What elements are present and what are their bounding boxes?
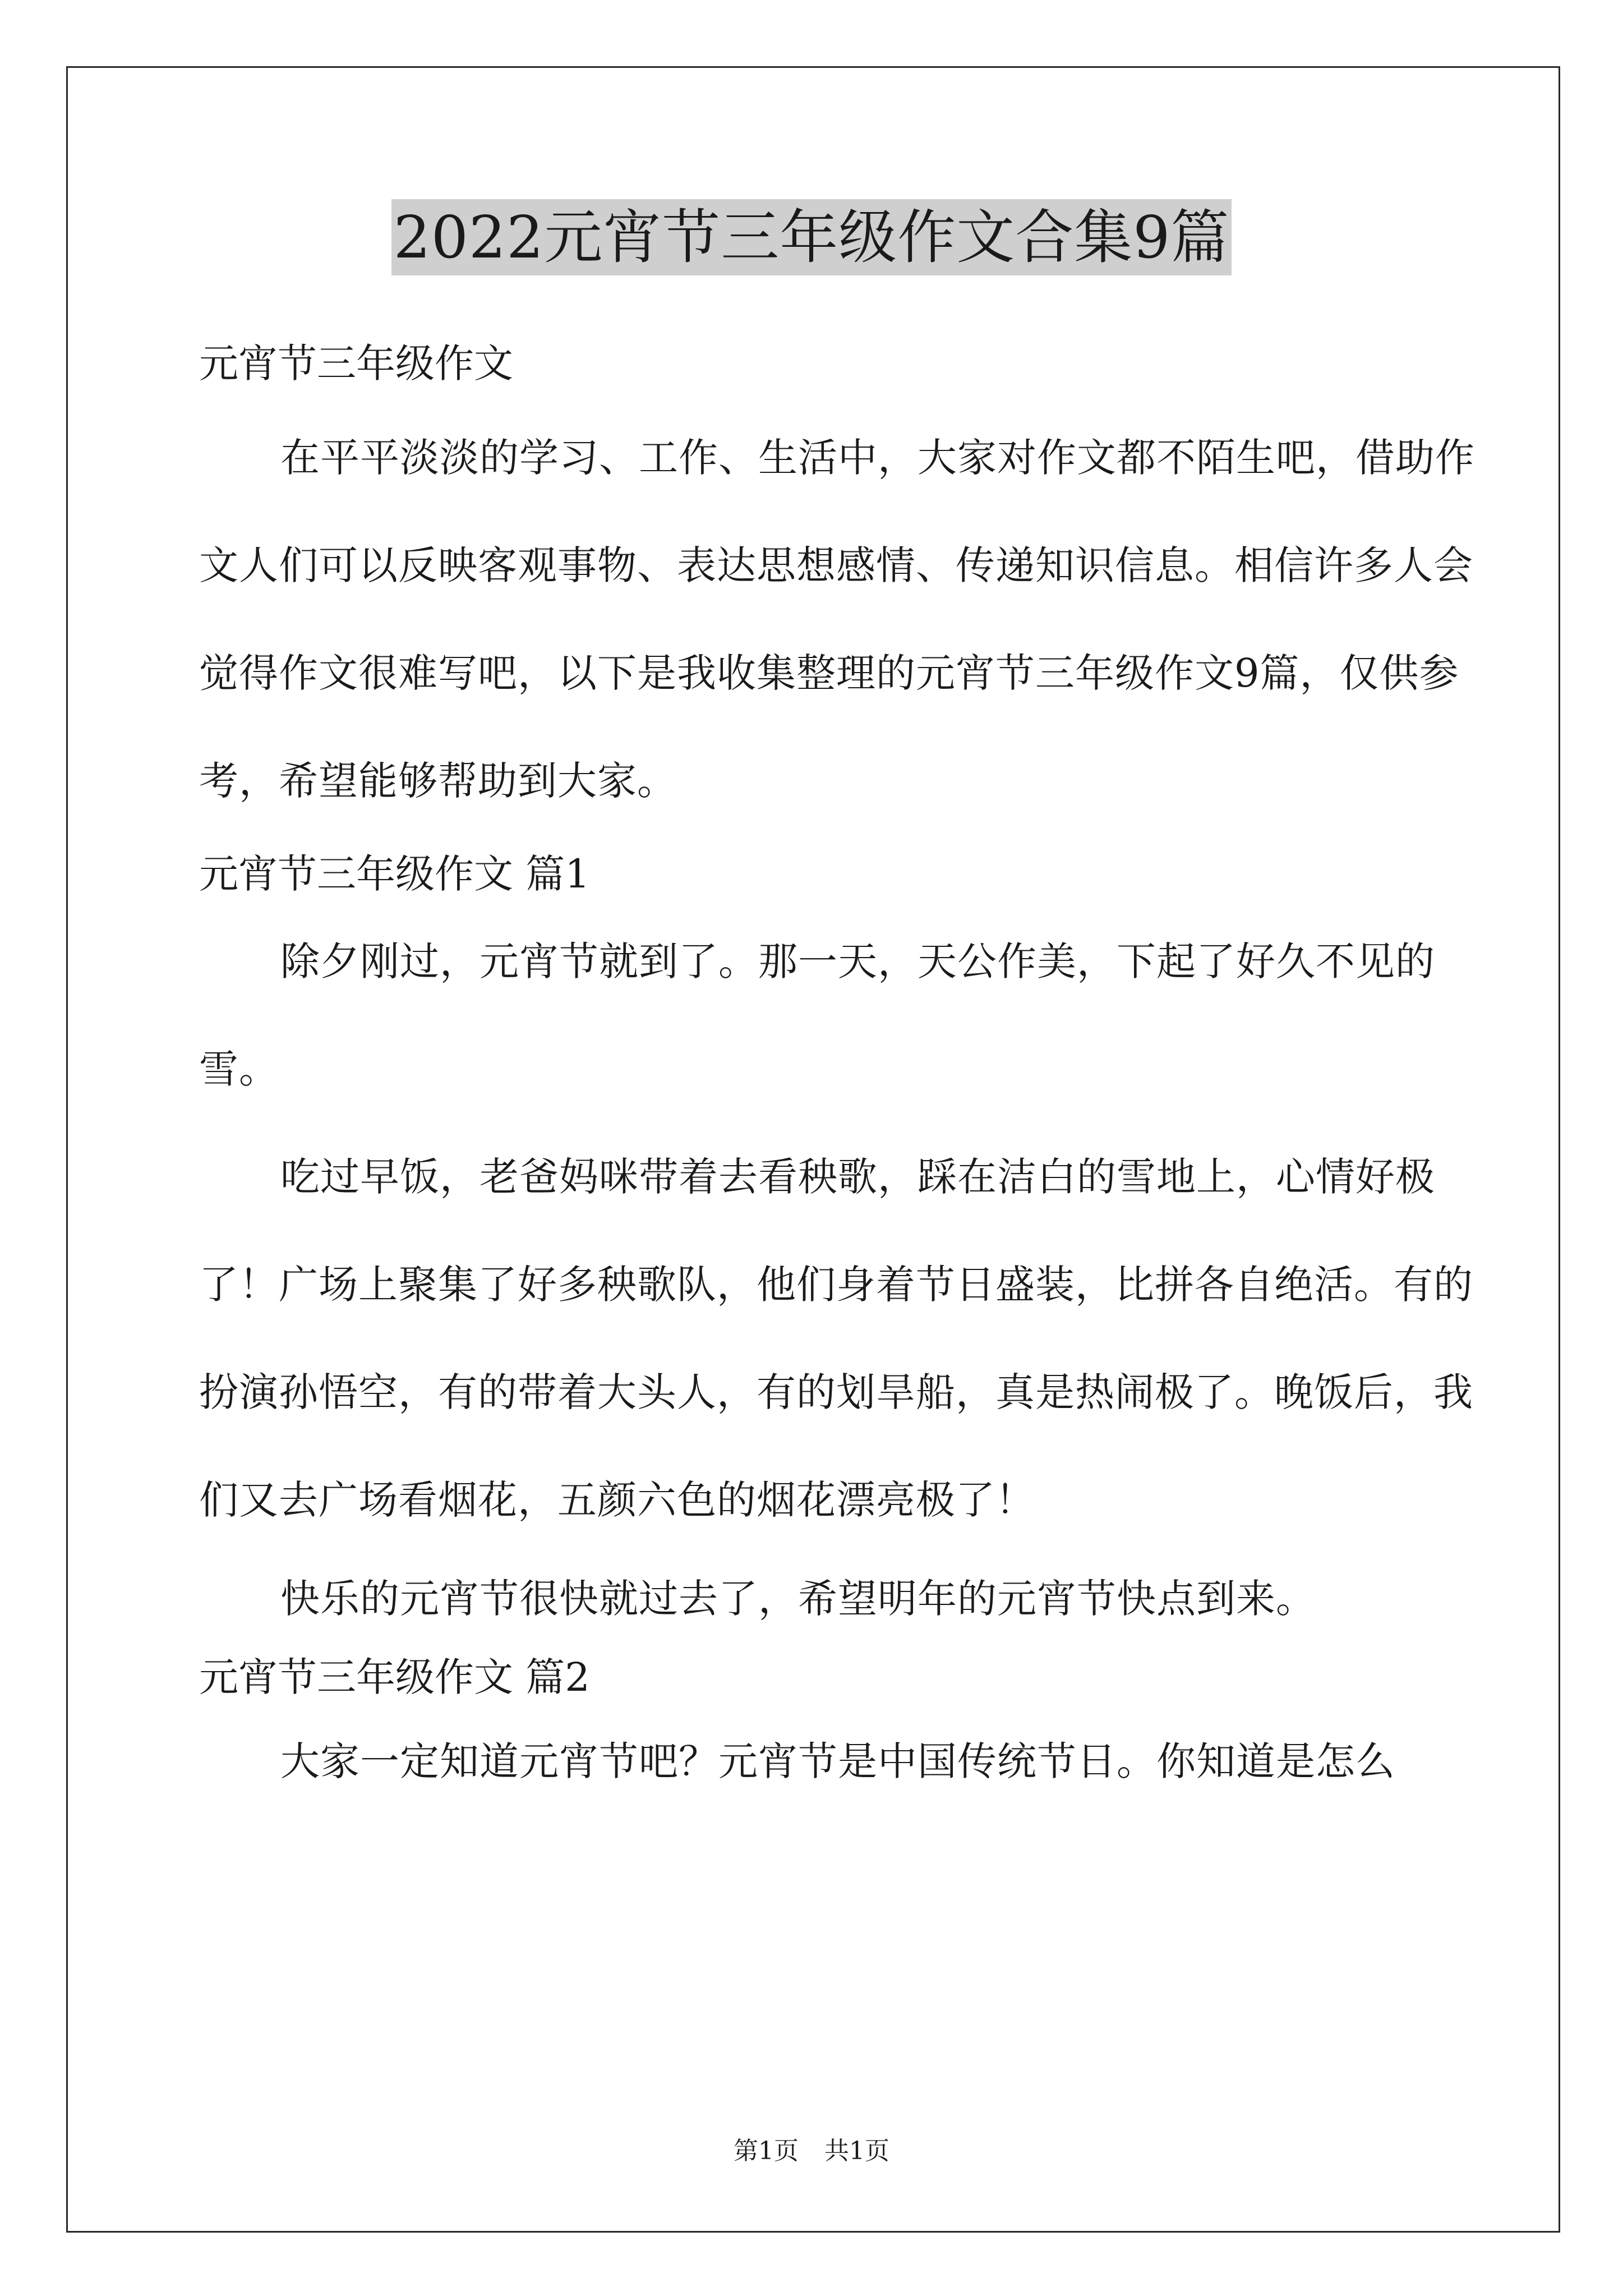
section-2-paragraph-1: 大家一定知道元宵节吧？元宵节是中国传统节日。你知道是怎么 xyxy=(280,1738,1395,1784)
section-1-paragraph-1: 除夕刚过，元宵节就到了。那一天，天公作美，下起了好久不见的雪。 xyxy=(199,938,1435,1092)
title-container xyxy=(0,199,1623,275)
section-1-paragraph-2: 吃过早饭，老爸妈咪带着去看秧歌，踩在洁白的雪地上，心情好极了！广场上聚集了好多秧歌队，他们身着节日盛装，比拼各自绝活。有的扮演孙悟空，有的带着大头人，有的划旱船，真是热闹极了。晚饭后，我们又去广场看烟花，五颜六色的烟花漂亮极了！ xyxy=(199,1154,1473,1523)
page-total: 共1页 xyxy=(824,2137,889,2165)
intro-heading: 元宵节三年级作文 xyxy=(199,341,513,386)
page-footer xyxy=(0,2134,1623,2168)
section-heading-1: 元宵节三年级作文 篇1 xyxy=(199,851,590,897)
document-title: 2022元宵节三年级作文合集9篇 xyxy=(391,199,1232,275)
section-1-paragraph-3: 快乐的元宵节很快就过去了，希望明年的元宵节快点到来。 xyxy=(280,1576,1316,1622)
section-heading-2: 元宵节三年级作文 篇2 xyxy=(199,1654,590,1700)
intro-paragraph: 在平平淡淡的学习、工作、生活中，大家对作文都不陌生吧，借助作文人们可以反映客观事物、表达思想感情、传递知识信息。相信许多人会觉得作文很难写吧，以下是我收集整理的元宵节三年级作文9篇，仅供参考，希望能够帮助到大家。 xyxy=(199,435,1475,804)
page-number: 第1页 xyxy=(734,2137,799,2165)
document-body xyxy=(199,307,1483,1812)
